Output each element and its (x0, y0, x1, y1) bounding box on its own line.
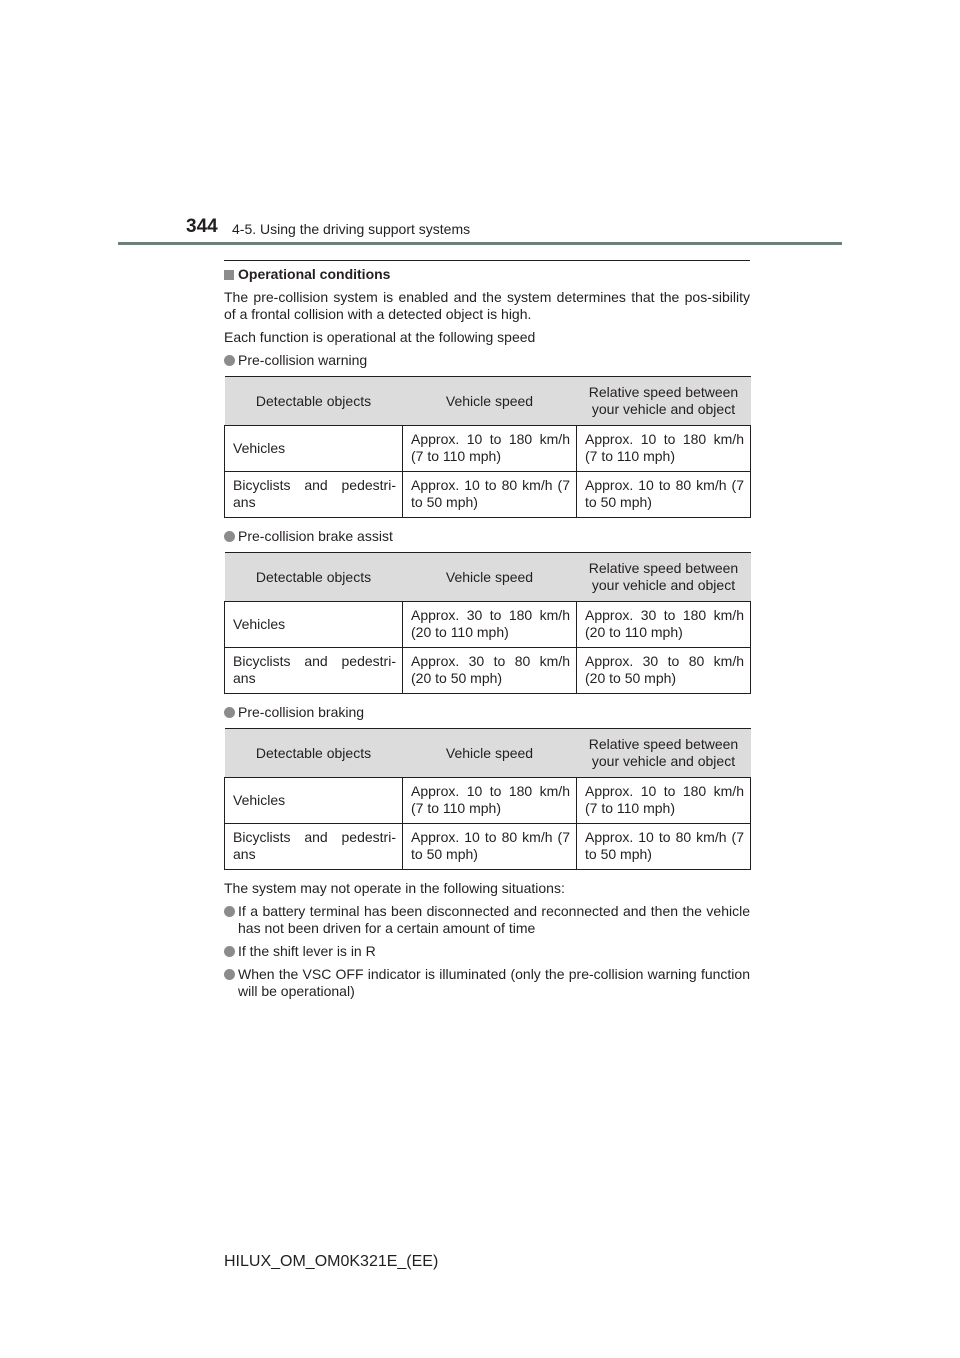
header-rule (118, 242, 842, 245)
footer-manual-code: HILUX_OM_OM0K321E_(EE) (224, 1253, 439, 1270)
heading-text: Operational conditions (238, 266, 391, 282)
table-cell: Bicyclists and pedestri-ans (225, 472, 403, 518)
situation-text: If a battery terminal has been disconnected and reconnected and then the vehicle has not been driven for a certain amount of time (238, 903, 750, 936)
thin-rule (224, 260, 750, 261)
circle-bullet-icon (224, 946, 235, 957)
section-title: 4-5. Using the driving support systems (232, 221, 471, 237)
table-cell: Approx. 10 to 80 km/h (7 to 50 mph) (403, 472, 577, 518)
operational-conditions-heading (224, 266, 750, 283)
table-cell: Vehicles (225, 426, 403, 472)
circle-bullet-icon (224, 707, 235, 718)
table-header-cell: Relative speed between your vehicle and object (577, 553, 751, 602)
section-bullet (224, 352, 750, 369)
circle-bullet-icon (224, 906, 235, 917)
table-cell: Bicyclists and pedestri-ans (225, 824, 403, 870)
table-row (225, 472, 751, 518)
table-header-cell: Detectable objects (225, 729, 403, 778)
table-header-cell: Relative speed between your vehicle and object (577, 377, 751, 426)
table-row (225, 602, 751, 648)
page-number: 344 (186, 216, 218, 237)
list-item (224, 903, 750, 937)
table-cell: Approx. 10 to 80 km/h (7 to 50 mph) (577, 824, 751, 870)
not-operate-intro: The system may not operate in the following situations: (224, 880, 565, 896)
table-cell: Approx. 10 to 180 km/h (7 to 110 mph) (577, 778, 751, 824)
table-header-cell: Detectable objects (225, 377, 403, 426)
table-cell: Approx. 30 to 80 km/h (20 to 50 mph) (403, 648, 577, 694)
section-title-brake-assist: Pre-collision brake assist (238, 528, 393, 544)
circle-bullet-icon (224, 531, 235, 542)
speed-table-warning (224, 376, 751, 518)
situation-text: When the VSC OFF indicator is illuminated (only the pre-collision warning function will be operational) (238, 966, 750, 999)
table-cell: Vehicles (225, 778, 403, 824)
section-bullet (224, 528, 750, 545)
table-cell: Approx. 10 to 80 km/h (7 to 50 mph) (577, 472, 751, 518)
intro-paragraph: The pre-collision system is enabled and the system determines that the pos-sibility of a frontal collision with a detected object is high. (224, 289, 750, 322)
section-title-braking: Pre-collision braking (238, 704, 365, 720)
table-cell: Approx. 10 to 80 km/h (7 to 50 mph) (403, 824, 577, 870)
speed-table-brake-assist (224, 552, 751, 694)
table-cell: Approx. 10 to 180 km/h (7 to 110 mph) (403, 426, 577, 472)
circle-bullet-icon (224, 355, 235, 366)
circle-bullet-icon (224, 969, 235, 980)
table-cell: Approx. 10 to 180 km/h (7 to 110 mph) (403, 778, 577, 824)
situation-text: If the shift lever is in R (238, 943, 376, 959)
table-header-cell: Relative speed between your vehicle and object (577, 729, 751, 778)
table-cell: Approx. 30 to 80 km/h (20 to 50 mph) (577, 648, 751, 694)
list-item (224, 966, 750, 1000)
main-content (224, 266, 750, 1006)
table-header-cell: Detectable objects (225, 553, 403, 602)
table-row (225, 426, 751, 472)
table-cell: Approx. 10 to 180 km/h (7 to 110 mph) (577, 426, 751, 472)
square-bullet-icon (224, 270, 234, 280)
section-bullet (224, 704, 750, 721)
table-cell: Bicyclists and pedestri-ans (225, 648, 403, 694)
table-header-cell: Vehicle speed (403, 377, 577, 426)
table-row (225, 648, 751, 694)
table-cell: Vehicles (225, 602, 403, 648)
speed-table-braking (224, 728, 751, 870)
table-cell: Approx. 30 to 180 km/h (20 to 110 mph) (577, 602, 751, 648)
table-row (225, 778, 751, 824)
section-title-warning: Pre-collision warning (238, 352, 368, 368)
speed-intro: Each function is operational at the following speed (224, 329, 536, 345)
list-item (224, 943, 750, 960)
table-cell: Approx. 30 to 180 km/h (20 to 110 mph) (403, 602, 577, 648)
table-row (225, 824, 751, 870)
table-header-cell: Vehicle speed (403, 553, 577, 602)
table-header-cell: Vehicle speed (403, 729, 577, 778)
